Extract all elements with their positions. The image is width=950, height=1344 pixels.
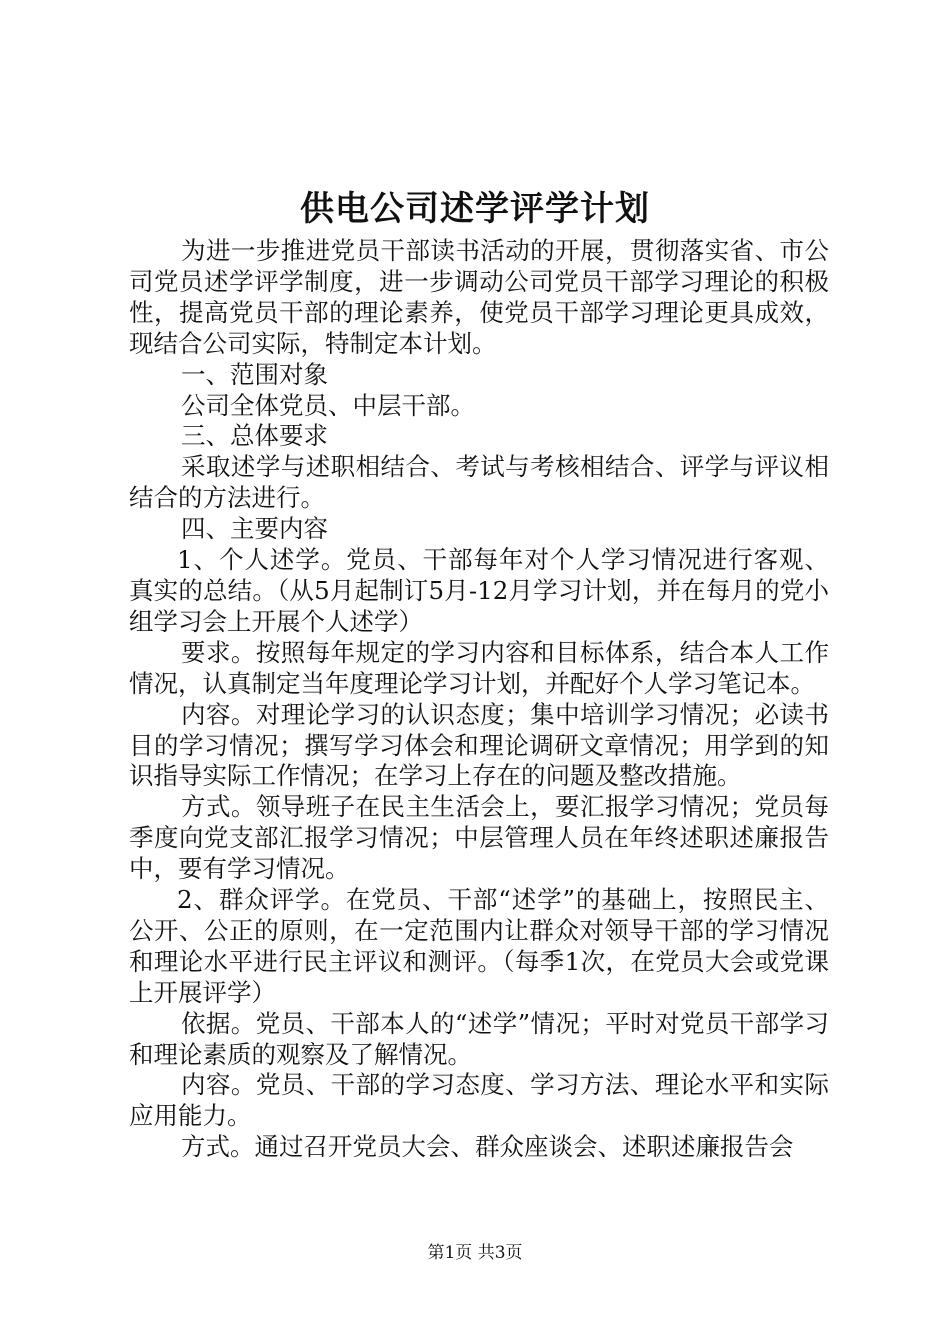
paragraph-personal-report: 1、个人述学。党员、干部每年对个人学习情况进行客观、真实的总结。（从5月起制订5月-12月学习计划，并在每月的党小组学习会上开展个人述学）	[129, 545, 829, 636]
section-heading-scope: 一、范围对象	[181, 359, 328, 389]
paragraph-requirements: 采取述学与述职相结合、考试与考核相结合、评学与评议相结合的方法进行。	[129, 452, 829, 513]
page-footer: 第1页 共3页	[427, 1243, 523, 1263]
paragraph-personal-method: 方式。领导班子在民主生活会上，要汇报学习情况；党员每季度向党支部汇报学习情况；中层管理人员在年终述职述廉报告中，要有学习情况。	[129, 792, 829, 884]
section-heading-requirements: 三、总体要求	[181, 421, 328, 451]
paragraph-review-basis: 依据。党员、干部本人的“述学”情况；平时对党员干部学习和理论素质的观察及了解情况。	[129, 1008, 829, 1069]
section-heading-content: 四、主要内容	[181, 514, 328, 544]
document-body	[129, 236, 829, 1163]
document-title: 供电公司述学评学计划	[300, 189, 650, 229]
paragraph-public-review: 2、群众评学。在党员、干部“述学”的基础上，按照民主、公开、公正的原则，在一定范围内让群众对领导干部的学习情况和理论水平进行民主评议和测评。（每季1次，在党员大会或党课上开展评学）	[129, 885, 829, 1007]
paragraph-personal-requirement: 要求。按照每年规定的学习内容和目标体系，结合本人工作情况，认真制定当年度理论学习计划，并配好个人学习笔记本。	[129, 637, 829, 698]
paragraph-review-content: 内容。党员、干部的学习态度、学习方法、理论水平和实际应用能力。	[129, 1070, 829, 1131]
paragraph-intro: 为进一步推进党员干部读书活动的开展，贯彻落实省、市公司党员述学评学制度，进一步调动公司党员干部学习理论的积极性，提高党员干部的理论素养，使党员干部学习理论更具成效，现结合公司实际，特制定本计划。	[129, 236, 829, 358]
paragraph-review-method: 方式。通过召开党员大会、群众座谈会、述职述廉报告会	[181, 1132, 794, 1162]
paragraph-personal-content: 内容。对理论学习的认识态度；集中培训学习情况；必读书目的学习情况；撰写学习体会和理论调研文章情况；用学到的知识指导实际工作情况；在学习上存在的问题及整改措施。	[129, 699, 829, 791]
paragraph-scope: 公司全体党员、中层干部。	[181, 390, 475, 420]
